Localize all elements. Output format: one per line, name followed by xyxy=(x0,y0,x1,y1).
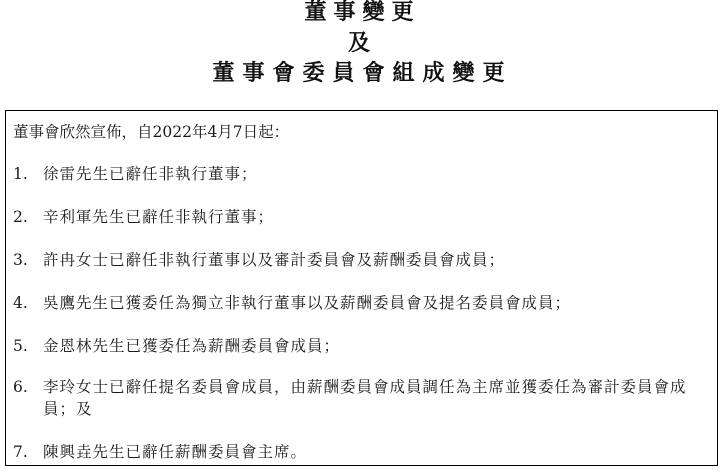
list-item-text: 陳興垚先生已辭任薪酬委員會主席。 xyxy=(43,443,308,461)
list-item-text: 許冉女士已辭任非執行董事以及審計委員會及薪酬委員會成員； xyxy=(43,251,506,269)
list-item xyxy=(13,335,708,357)
list-item-number: 6. xyxy=(13,378,28,396)
list-item xyxy=(13,163,708,185)
list-item-number: 5. xyxy=(13,337,28,355)
list-item xyxy=(13,292,708,314)
list-item xyxy=(13,441,708,463)
list-item-number: 4. xyxy=(13,294,28,312)
list-item-text: 吳鷹先生已獲委任為獨立非執行董事以及薪酬委員會及提名委員會成員； xyxy=(43,294,572,312)
heading-and: 及 xyxy=(347,31,377,56)
heading-director-change: 董事變更 xyxy=(304,0,421,25)
list-item-number: 1. xyxy=(13,165,28,183)
list-item xyxy=(13,376,708,420)
list-item-text: 辛利軍先生已辭任非執行董事； xyxy=(43,208,275,226)
heading-committee-composition-change: 董事會委員會組成變更 xyxy=(212,61,513,86)
list-item xyxy=(13,206,708,228)
notice-box xyxy=(5,110,718,466)
list-item-number: 7. xyxy=(13,443,28,461)
list-item-text: 徐雷先生已辭任非執行董事； xyxy=(43,165,258,183)
list-item xyxy=(13,249,708,271)
list-item-text: 李玲女士已辭任提名委員會成員，由薪酬委員會成員調任為主席並獲委任為審計委員會成員；及 xyxy=(43,378,687,418)
list-item-text: 金恩林先生已獲委任為薪酬委員會成員； xyxy=(43,337,341,355)
list-item-number: 2. xyxy=(13,208,28,226)
notice-intro: 董事會欣然宣佈，自2022年4月7日起： xyxy=(13,123,290,141)
list-item-number: 3. xyxy=(13,251,28,269)
